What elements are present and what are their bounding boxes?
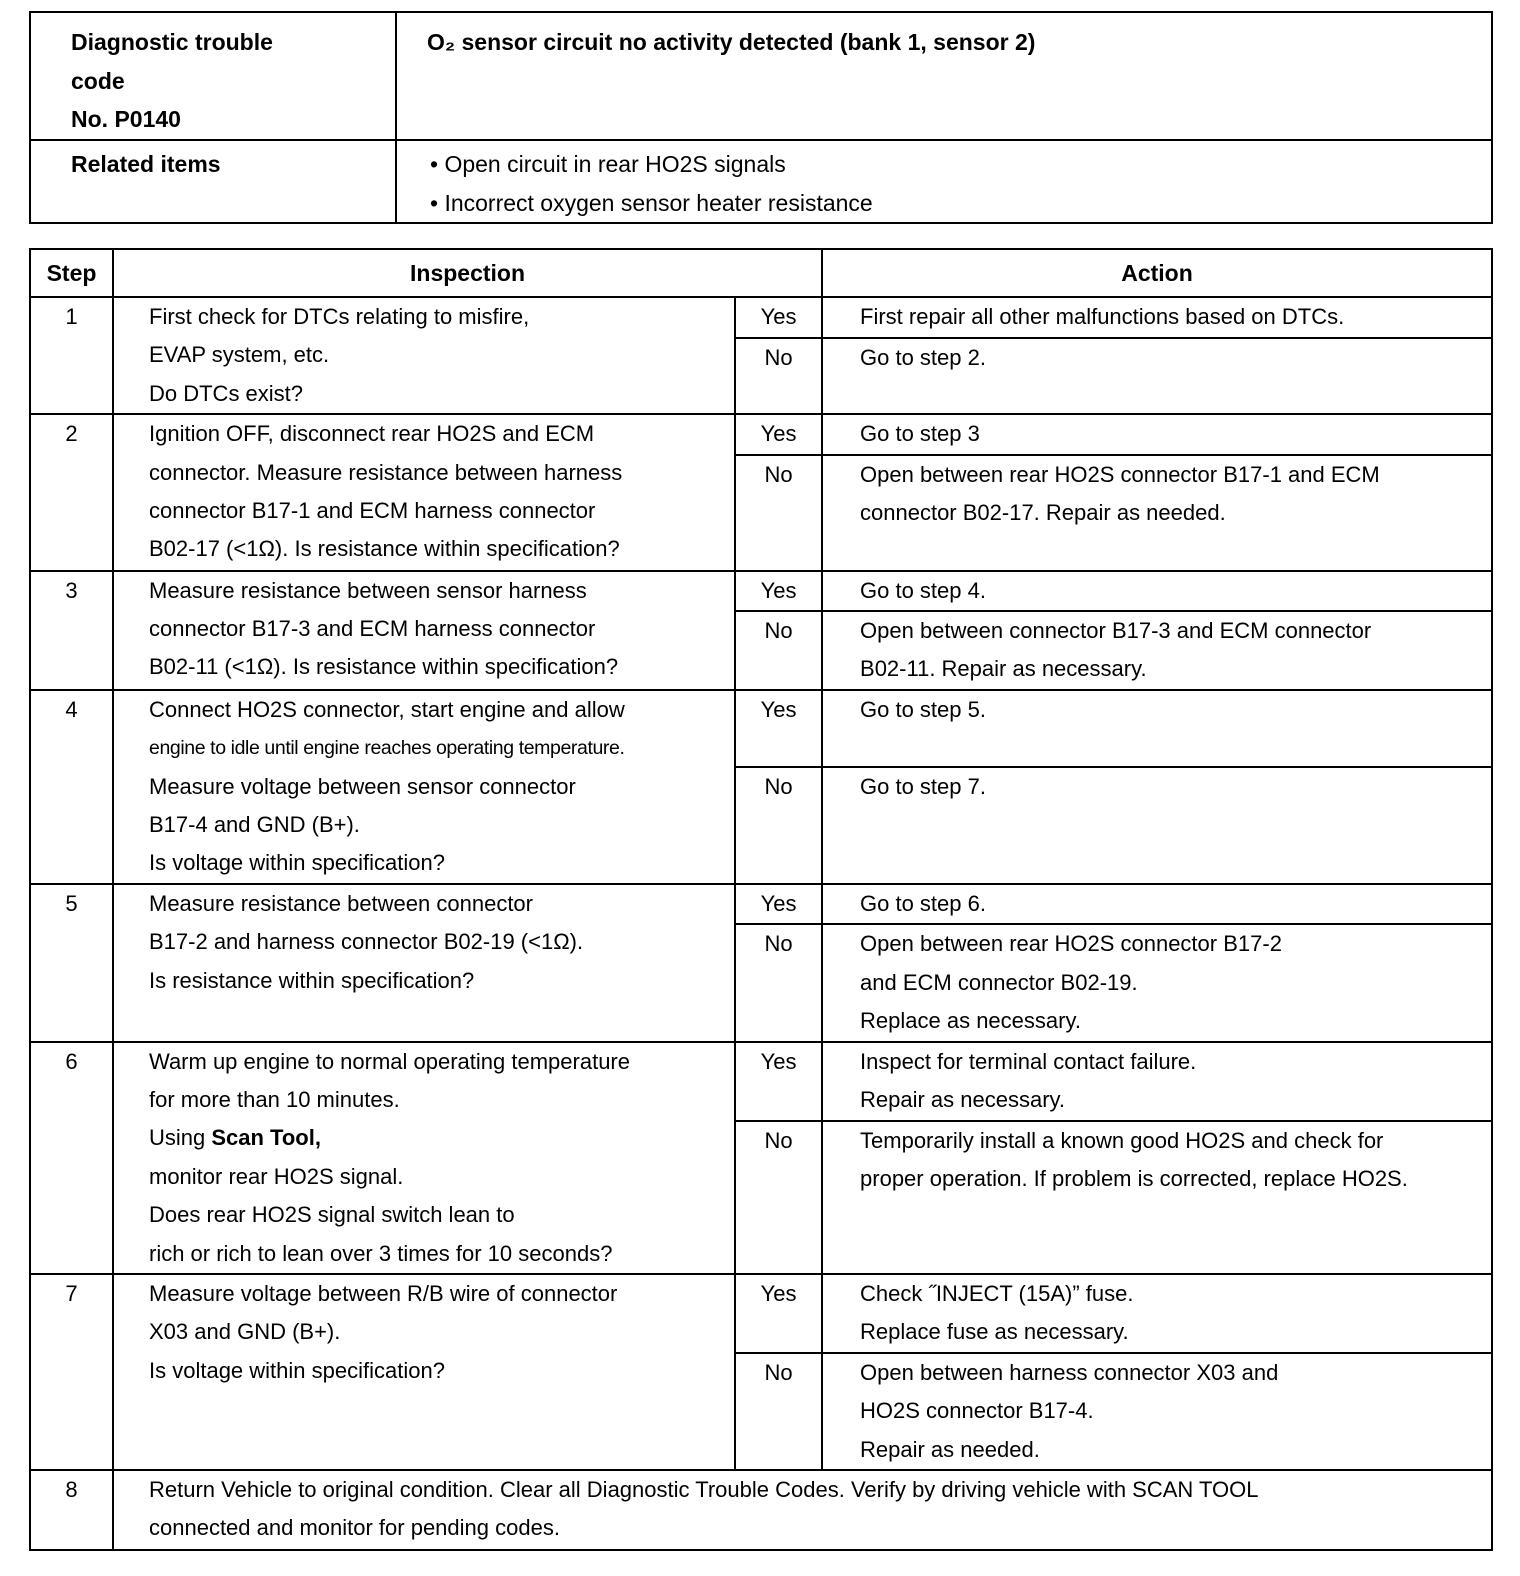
yes-action xyxy=(822,690,1492,767)
yes-label: Yes xyxy=(735,1042,822,1121)
action-line: B02-11. Repair as necessary. xyxy=(860,656,1147,682)
step-number: 7 xyxy=(30,1274,113,1470)
inspection-line: rich or rich to lean over 3 times for 10 seconds? xyxy=(149,1240,613,1266)
action-line: Open between rear HO2S connector B17-1 and ECM xyxy=(860,461,1380,487)
table-row-step-4-yes xyxy=(30,690,1492,767)
related-items-label xyxy=(30,140,396,223)
no-action xyxy=(822,1353,1492,1470)
inspection-line: monitor rear HO2S signal. xyxy=(149,1163,404,1189)
yes-action xyxy=(822,297,1492,338)
inspection-text xyxy=(113,690,735,884)
column-header-inspection: Inspection xyxy=(113,249,822,297)
step-number: 3 xyxy=(30,571,113,690)
no-action xyxy=(822,1121,1492,1274)
inspection-line: First check for DTCs relating to misfire, xyxy=(149,304,530,329)
inspection-line: B17-2 and harness connector B02-19 (<1Ω). xyxy=(149,929,584,955)
action-line: Temporarily install a known good HO2S and check for xyxy=(860,1127,1384,1153)
inspection-line: Does rear HO2S signal switch lean to xyxy=(149,1202,515,1228)
action-line: Go to step 4. xyxy=(860,577,986,603)
inspection-text xyxy=(113,1042,735,1274)
inspection-line: Measure voltage between sensor connector xyxy=(149,773,576,799)
table-header-row xyxy=(30,249,1492,297)
inspection-line: Is voltage within specification? xyxy=(149,850,445,876)
action-line: Inspect for terminal contact failure. xyxy=(860,1048,1197,1074)
no-label: No xyxy=(735,338,822,415)
final-step-line: connected and monitor for pending codes. xyxy=(149,1515,560,1541)
step-number: 8 xyxy=(30,1470,113,1550)
dtc-label xyxy=(30,12,396,140)
no-label: No xyxy=(735,611,822,690)
step-number: 6 xyxy=(30,1042,113,1274)
yes-action xyxy=(822,571,1492,611)
column-header-action: Action xyxy=(822,249,1492,297)
no-action xyxy=(822,767,1492,884)
action-line: Go to step 5. xyxy=(860,696,986,722)
inspection-line: B02-11 (<1Ω). Is resistance within specification? xyxy=(149,654,619,680)
dtc-label-line: Diagnostic trouble xyxy=(71,29,273,55)
inspection-line: connector. Measure resistance between harness xyxy=(149,459,623,485)
scan-tool-label: Scan Tool, xyxy=(211,1125,321,1151)
table-row-step-2-yes xyxy=(30,414,1492,454)
yes-action xyxy=(822,414,1492,454)
diagnostic-steps-table xyxy=(29,248,1493,1551)
inspection-line: B17-4 and GND (B+). xyxy=(149,812,360,838)
action-line: First repair all other malfunctions based on DTCs. xyxy=(860,304,1345,329)
dtc-label-line: code xyxy=(71,67,125,94)
no-action xyxy=(822,611,1492,690)
no-label: No xyxy=(735,455,822,571)
inspection-line: for more than 10 minutes. xyxy=(149,1086,400,1112)
no-label: No xyxy=(735,1353,822,1470)
step-number: 2 xyxy=(30,414,113,570)
table-row-step-1-yes xyxy=(30,297,1492,338)
inspection-line: X03 and GND (B+). xyxy=(149,1319,341,1345)
final-step-line: Return Vehicle to original condition. Clear all Diagnostic Trouble Codes. Verify by driving vehicle with SCAN TOOL xyxy=(149,1476,1259,1502)
inspection-line: connector B17-1 and ECM harness connector xyxy=(149,498,596,524)
step-number: 4 xyxy=(30,690,113,884)
related-items-list xyxy=(396,140,1492,223)
column-header-step: Step xyxy=(30,249,113,297)
inspection-line xyxy=(149,1119,734,1157)
related-items-label-text: Related items xyxy=(71,151,221,177)
related-item: • Incorrect oxygen sensor heater resistance xyxy=(430,189,873,216)
dtc-header-table xyxy=(29,11,1493,224)
inspection-line: connector B17-3 and ECM harness connector xyxy=(149,616,596,642)
yes-label: Yes xyxy=(735,571,822,611)
action-line: Repair as necessary. xyxy=(860,1086,1066,1112)
yes-label: Yes xyxy=(735,1274,822,1353)
yes-action xyxy=(822,884,1492,924)
final-step-text xyxy=(113,1470,1492,1550)
yes-label: Yes xyxy=(735,884,822,924)
table-row-step-7-yes xyxy=(30,1274,1492,1353)
action-line: HO2S connector B17-4. xyxy=(860,1398,1094,1424)
table-row-step-8 xyxy=(30,1470,1492,1550)
inspection-text xyxy=(113,884,735,1042)
action-line: Go to step 2. xyxy=(860,344,986,370)
dtc-title xyxy=(396,12,1492,140)
action-line: Open between rear HO2S connector B17-2 xyxy=(860,931,1282,957)
action-line: Open between harness connector X03 and xyxy=(860,1359,1279,1385)
no-label: No xyxy=(735,767,822,884)
no-label: No xyxy=(735,1121,822,1274)
yes-label: Yes xyxy=(735,414,822,454)
table-row-step-5-yes xyxy=(30,884,1492,924)
action-line: connector B02-17. Repair as needed. xyxy=(860,500,1226,526)
action-line: Go to step 6. xyxy=(860,890,986,916)
no-action xyxy=(822,338,1492,415)
action-line: Go to step 7. xyxy=(860,773,986,799)
no-label: No xyxy=(735,924,822,1041)
action-line: Repair as needed. xyxy=(860,1436,1040,1462)
inspection-line: Is voltage within specification? xyxy=(149,1357,445,1383)
action-line: Check ˝INJECT (15A)” fuse. xyxy=(860,1280,1134,1306)
step-number: 1 xyxy=(30,297,113,414)
action-line: Open between connector B17-3 and ECM connector xyxy=(860,618,1372,644)
action-line: proper operation. If problem is corrected, replace HO2S. xyxy=(860,1165,1408,1191)
inspection-line: Measure resistance between sensor harness xyxy=(149,577,587,603)
inspection-using-text: Using xyxy=(149,1125,212,1151)
yes-label: Yes xyxy=(735,297,822,338)
related-item: • Open circuit in rear HO2S signals xyxy=(430,151,786,177)
inspection-line: Warm up engine to normal operating temperature xyxy=(149,1048,630,1074)
step-number: 5 xyxy=(30,884,113,1042)
inspection-line: Connect HO2S connector, start engine and allow xyxy=(149,696,625,722)
yes-action xyxy=(822,1274,1492,1353)
inspection-line: Measure voltage between R/B wire of connector xyxy=(149,1280,618,1306)
dtc-code: No. P0140 xyxy=(71,106,181,132)
table-row-step-3-yes xyxy=(30,571,1492,611)
inspection-text xyxy=(113,414,735,570)
inspection-text xyxy=(113,1274,735,1470)
action-line: and ECM connector B02-19. xyxy=(860,969,1138,995)
inspection-line: B02-17 (<1Ω). Is resistance within specification? xyxy=(149,536,620,562)
no-action xyxy=(822,924,1492,1041)
table-row-step-6-yes xyxy=(30,1042,1492,1121)
inspection-line: Ignition OFF, disconnect rear HO2S and ECM xyxy=(149,421,595,447)
yes-label: Yes xyxy=(735,690,822,767)
action-line: Go to step 3 xyxy=(860,421,980,447)
dtc-title-text: O₂ sensor circuit no activity detected (bank 1, sensor 2) xyxy=(427,29,1036,55)
no-action xyxy=(822,455,1492,571)
inspection-text xyxy=(113,297,735,414)
yes-action xyxy=(822,1042,1492,1121)
inspection-line: Measure resistance between connector xyxy=(149,890,533,916)
inspection-line: engine to idle until engine reaches operating temperature. xyxy=(149,737,625,760)
inspection-line: Is resistance within specification? xyxy=(149,967,475,993)
inspection-line: Do DTCs exist? xyxy=(149,380,304,406)
action-line: Replace fuse as necessary. xyxy=(860,1319,1129,1345)
inspection-line: EVAP system, etc. xyxy=(149,342,330,368)
action-line: Replace as necessary. xyxy=(860,1008,1081,1034)
inspection-text xyxy=(113,571,735,690)
